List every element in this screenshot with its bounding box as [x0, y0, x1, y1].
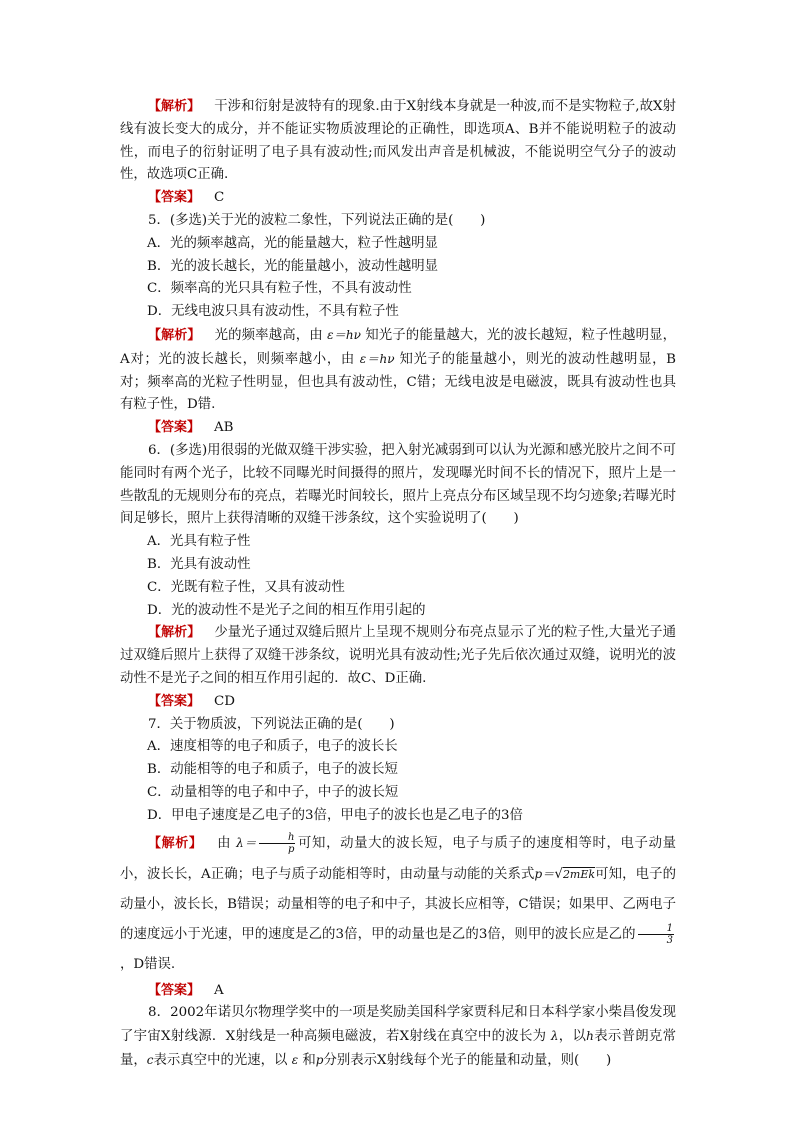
option-d: D．甲电子速度是乙电子的3倍，甲电子的波长也是乙电子的3倍 — [147, 807, 523, 823]
option-a: A．光的频率越高，光的能量越大，粒子性越明显 — [147, 235, 438, 251]
formula: ε＝hν — [359, 351, 395, 366]
stem-text: ，以 — [558, 1029, 587, 1045]
question-stem: 6．(多选)用很弱的光做双缝干涉实验，把入射光减弱到可以认为光源和感光胶片之间不可能同时有两个光子，比较不同曝光时间摄得的照片，发现曝光时间不长的情况下，照片上是一些散乱的无规则分布的亮点，若曝光时间较长，照片上亮点分布区域呈现不均匀迹象;若曝光时间足够长，照片上获得清晰的双缝干涉条纹，这个实验说明了( ) — [120, 442, 676, 527]
option-a: A．速度相等的电子和质子，电子的波长长 — [147, 739, 398, 755]
formula-lambda: λ＝ — [236, 835, 257, 850]
analysis-text: 少量光子通过双缝后照片上呈现不规则分布亮点显示了光的粒子性,大量光子通过双缝后照片上获得了双缝干涉条纹，说明光具有波动性;光子先后依次通过双缝，说明光的波动性不是光子之间的相互作用引起的．故C、D正确. — [120, 625, 676, 686]
formula-p: p＝ — [534, 866, 555, 881]
option-b: B．光具有波动性 — [147, 556, 251, 572]
analysis-text: 可知，电子的动量小，波长长，B错误；动量相等的电子和中子，其波长应相等，C错误；如果甲、乙两电子的速度远小于光速，甲的速度是乙的3倍，甲的动量也是乙的3倍，则甲的波长应是乙的 — [120, 866, 677, 942]
symbol-p: p — [315, 1052, 324, 1067]
answer-line — [120, 417, 676, 440]
fraction-denominator: p — [287, 843, 295, 855]
answer-line — [120, 187, 676, 210]
symbol-h: h — [586, 1029, 594, 1044]
analysis-text: 可知，动量大的波长短，电子与质子的速度相等时，电子动量小，波长长，A正确；电子与质子动能相等时，由动量与动能的关系式 — [120, 835, 676, 882]
option-b: B．动能相等的电子和质子，电子的波长短 — [147, 762, 398, 778]
answer-line — [120, 691, 676, 714]
stem-text: 分别表示X射线每个光子的能量和动量，则( ) — [323, 1052, 612, 1068]
analysis-text: 干涉和衍射是波特有的现象.由于X射线本身就是一种波,而不是实物粒子,故X射线有波长变大的成分，并不能证实物质波理论的正确性，即选项A、B并不能说明粒子的波动性，而电子的衍射证明了电子具有波动性;而风发出声音是机械波，不能说明空气分子的波动性，故选项C正确. — [120, 99, 676, 183]
option-d: D．光的波动性不是光子之间的相互作用引起的 — [147, 602, 426, 618]
stem-text: 和 — [302, 1052, 316, 1068]
fraction-h-over-p — [259, 832, 295, 855]
sqrt-expression — [554, 867, 595, 882]
option-c: C．频率高的光只具有粒子性，不具有波动性 — [147, 281, 412, 297]
analysis-paragraph — [120, 828, 676, 980]
option-c: C．动量相等的电子和中子，中子的波长短 — [147, 784, 399, 800]
sqrt-icon: √ — [554, 866, 563, 882]
analysis-tag: 【解析】 — [148, 625, 201, 641]
fraction-numerator: h — [259, 832, 295, 844]
stem-text: 表示真空中的光速，以 — [153, 1052, 288, 1068]
answer-tag: 【答案】 — [148, 693, 201, 709]
answer-value: CD — [214, 693, 235, 709]
analysis-text: 光的频率越高，由 — [214, 327, 323, 343]
analysis-text: 知光子的能量越小，则光的波动性越明显，B对；频率高的光粒子性明显，但也具有波动性，C错；无线电波是电磁波，既具有波动性也具有粒子性，D错. — [120, 351, 676, 413]
answer-value: A — [214, 982, 224, 998]
analysis-tag: 【解析】 — [148, 835, 203, 851]
document-page — [120, 96, 676, 1073]
answer-tag: 【答案】 — [148, 420, 201, 436]
option-a: A．光具有粒子性 — [147, 534, 251, 550]
analysis-text: ，D错误. — [120, 956, 176, 972]
option-c: C．光既有粒子性，又具有波动性 — [147, 579, 345, 595]
question-stem: 5．(多选)关于光的波粒二象性，下列说法正确的是( ) — [148, 212, 486, 228]
fraction-one-third — [638, 923, 674, 946]
analysis-paragraph — [120, 622, 676, 690]
symbol-lambda: λ — [550, 1029, 559, 1044]
sqrt-radicand: 2mEk — [562, 867, 596, 881]
question-stem — [120, 1002, 676, 1072]
analysis-text: 知光子的能量越大，光的波长越短，粒子性越明显，A对；光的波长越长，则频率越小，由 — [120, 327, 676, 367]
answer-line — [120, 980, 676, 1003]
stem-text: 表示普朗克常量， — [120, 1029, 677, 1068]
formula: ε＝hν — [327, 327, 361, 342]
stem-text: 8．2002年诺贝尔物理学奖中的一项是奖励美国科学家贾科尼和日本科学家小柴昌俊发现了宇宙X射线源．X射线是一种高频电磁波，若X射线在真空中的波长为 — [120, 1005, 676, 1045]
option-b: B．光的波长越长，光的能量越小，波动性越明显 — [147, 258, 439, 274]
analysis-tag: 【解析】 — [148, 327, 201, 343]
analysis-text: 由 — [216, 835, 232, 851]
answer-tag: 【答案】 — [148, 982, 201, 998]
symbol-c: c — [146, 1052, 154, 1067]
answer-value: C — [214, 190, 225, 206]
analysis-tag: 【解析】 — [148, 99, 201, 114]
fraction-denominator: 3 — [666, 934, 673, 946]
answer-value: AB — [214, 420, 234, 436]
answer-tag: 【答案】 — [148, 190, 201, 206]
option-d: D．无线电波只具有波动性，不具有粒子性 — [147, 304, 399, 320]
question-stem: 7．关于物质波，下列说法正确的是( ) — [148, 716, 395, 732]
analysis-paragraph — [120, 324, 676, 417]
analysis-paragraph — [120, 96, 676, 187]
symbol-epsilon: ε — [291, 1052, 299, 1067]
fraction-numerator: 1 — [638, 923, 674, 935]
